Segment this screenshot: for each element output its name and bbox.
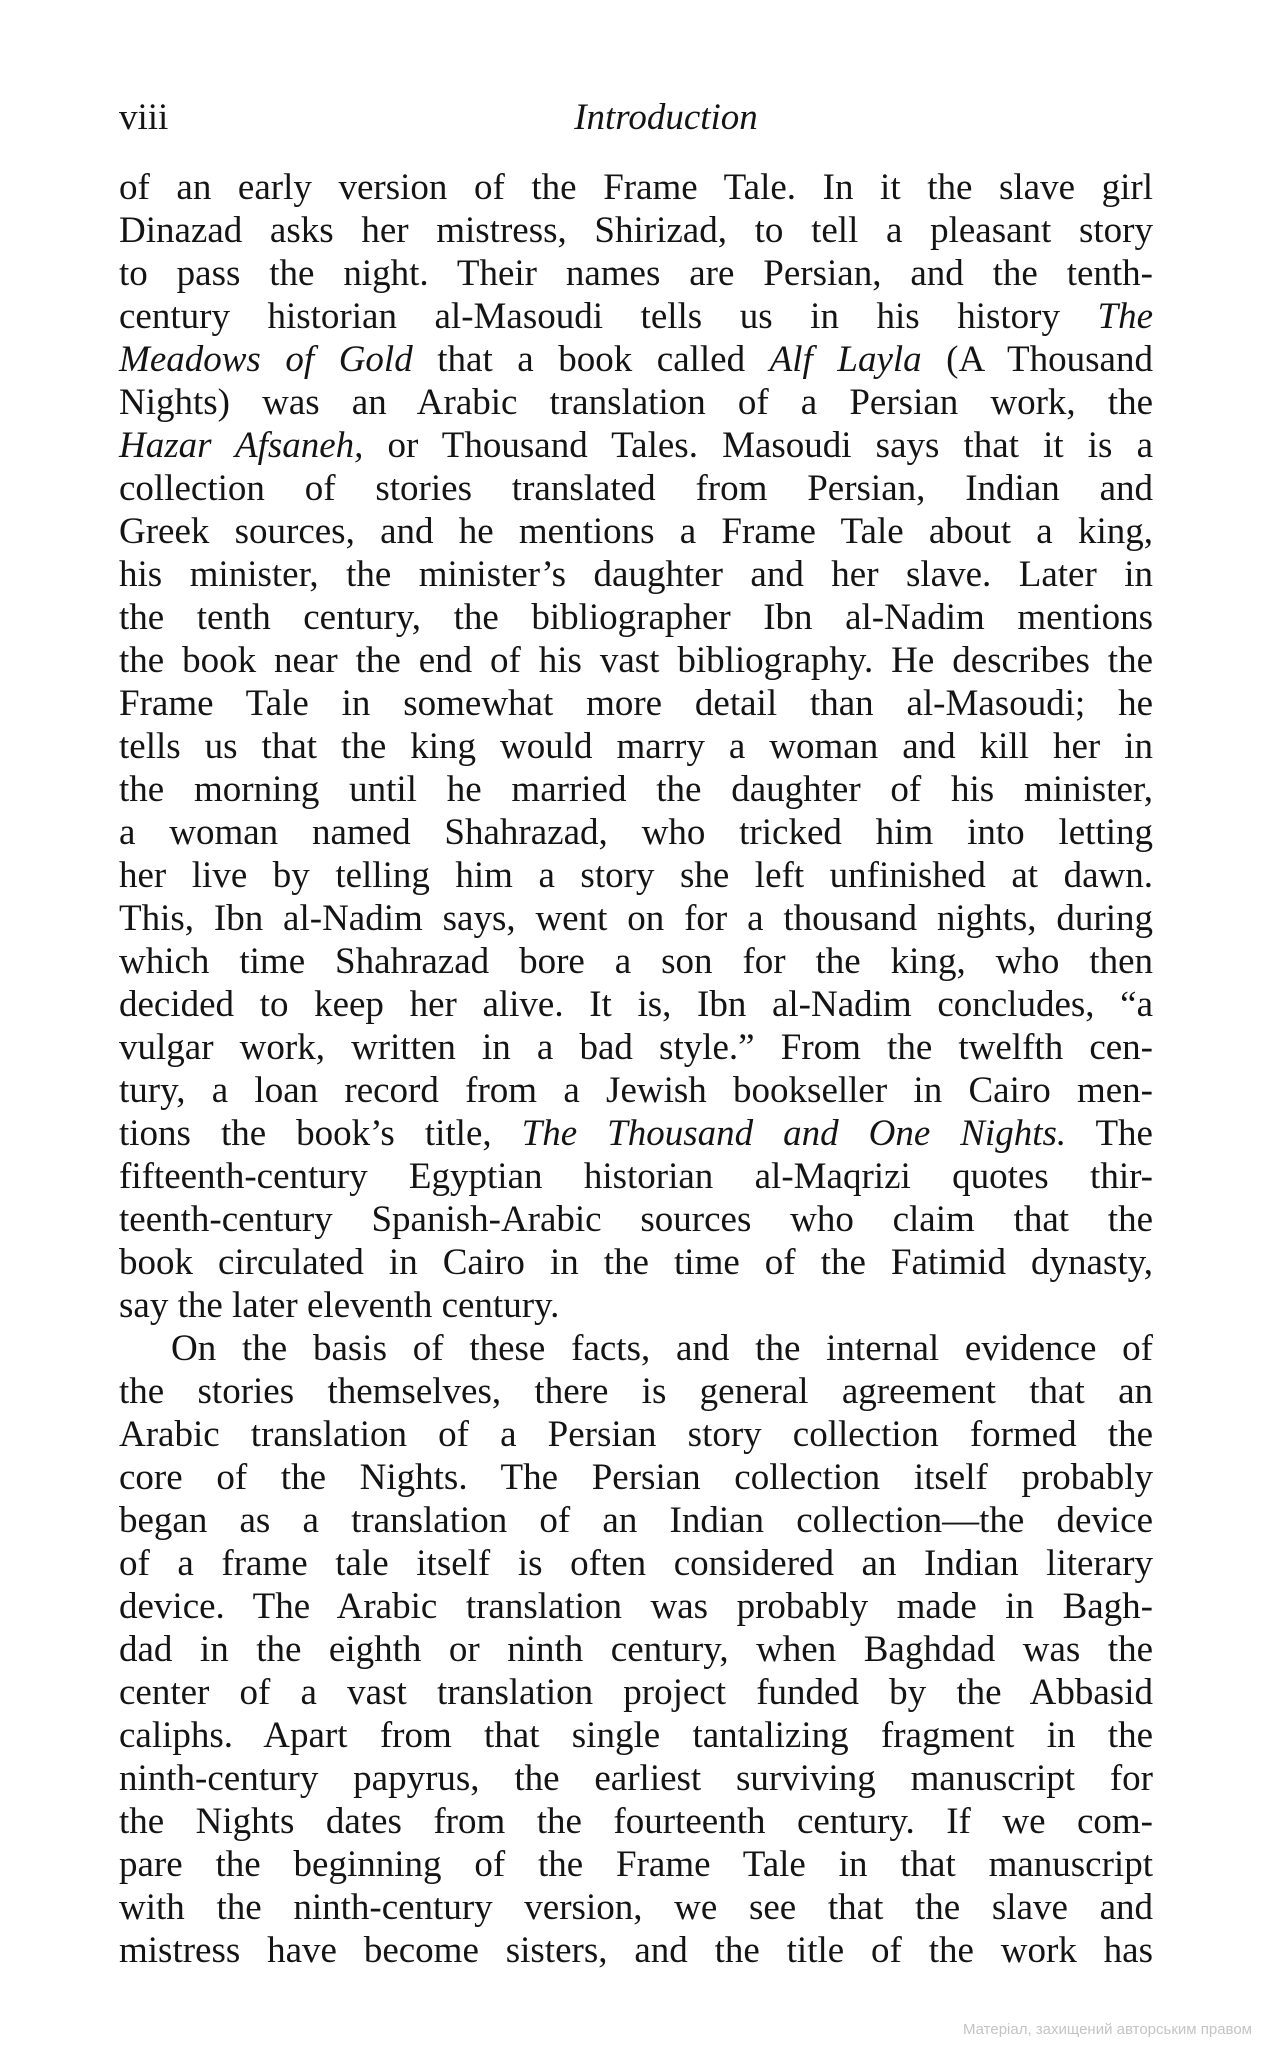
text-run: book circulated in Cairo in the time of the Fatimid dynasty, [119, 1242, 1153, 1283]
text-line [119, 1714, 1153, 1757]
text-run: Dinazad asks her mistress, Shirizad, to tell a pleasant story [119, 210, 1153, 251]
text-line [119, 1155, 1153, 1198]
text-line [119, 1413, 1153, 1456]
book-page [119, 92, 1153, 1972]
text-line [119, 1284, 1153, 1327]
text-run: (A Thousand [921, 339, 1153, 380]
text-run: that a book called [412, 339, 770, 380]
copyright-watermark: Матеріал, захищений авторським правом [962, 2021, 1252, 2038]
text-run: which time Shahrazad bore a son for the king, who then [119, 941, 1153, 982]
text-line [119, 1757, 1153, 1800]
text-run: century historian al-Masoudi tells us in his history [119, 296, 1098, 337]
text-line [119, 1198, 1153, 1241]
text-run: of an early version of the Frame Tale. In it the slave girl [119, 167, 1153, 208]
italic-text: The Thousand and One Nights. [521, 1113, 1067, 1154]
text-run: On the basis of these facts, and the internal evidence of [171, 1328, 1153, 1369]
text-run: to pass the night. Their names are Persian, and the tenth- [119, 253, 1153, 294]
text-run: tells us that the king would marry a woman and kill her in [119, 726, 1153, 767]
text-line [119, 811, 1153, 854]
text-line [119, 1112, 1153, 1155]
text-line [119, 1886, 1153, 1929]
text-line [119, 553, 1153, 596]
text-line [119, 983, 1153, 1026]
text-line [119, 166, 1153, 209]
text-line [119, 1542, 1153, 1585]
text-line [119, 725, 1153, 768]
text-line [119, 682, 1153, 725]
text-line [119, 1499, 1153, 1542]
text-run: pare the beginning of the Frame Tale in that manuscript [119, 1844, 1153, 1885]
text-run: the tenth century, the bibliographer Ibn al-Nadim mentions [119, 597, 1153, 638]
running-head [119, 92, 1153, 144]
text-line [119, 1069, 1153, 1112]
text-line [119, 1370, 1153, 1413]
text-line [119, 897, 1153, 940]
text-run: fifteenth-century Egyptian historian al-Maqrizi quotes thir- [119, 1156, 1153, 1197]
text-line [119, 1628, 1153, 1671]
text-line [119, 1929, 1153, 1972]
text-line [119, 1843, 1153, 1886]
text-run: The [1066, 1113, 1153, 1154]
text-run: mistress have become sisters, and the title of the work has [119, 1930, 1153, 1971]
text-run: Frame Tale in somewhat more detail than al-Masoudi; he [119, 683, 1153, 724]
text-run: a woman named Shahrazad, who tricked him into letting [119, 812, 1153, 853]
italic-text: The [1097, 296, 1153, 337]
text-line [119, 381, 1153, 424]
text-line [119, 639, 1153, 682]
text-run: ninth-century papyrus, the earliest surviving manuscript for [119, 1758, 1153, 1799]
text-run: with the ninth-century version, we see that the slave and [119, 1887, 1153, 1928]
text-run: collection of stories translated from Persian, Indian and [119, 468, 1153, 509]
text-run: began as a translation of an Indian collection—the device [119, 1500, 1153, 1541]
page-number: viii [119, 97, 169, 138]
text-line [119, 1671, 1153, 1714]
text-line [119, 1456, 1153, 1499]
text-line [119, 338, 1153, 381]
text-line [119, 854, 1153, 897]
text-run: of a frame tale itself is often considered an Indian literary [119, 1543, 1153, 1584]
text-line [119, 252, 1153, 295]
text-run: This, Ibn al-Nadim says, went on for a thousand nights, during [119, 898, 1153, 939]
text-run: device. The Arabic translation was probably made in Bagh- [119, 1586, 1153, 1627]
text-run: the Nights dates from the fourteenth century. If we com- [119, 1801, 1153, 1842]
text-line [119, 1800, 1153, 1843]
text-line [119, 510, 1153, 553]
text-run: her live by telling him a story she left unfinished at dawn. [119, 855, 1153, 896]
text-line [119, 940, 1153, 983]
italic-text: Hazar Afsaneh, [119, 425, 364, 466]
text-run: tions the book’s title, [119, 1113, 522, 1154]
text-run: tury, a loan record from a Jewish bookseller in Cairo men- [119, 1070, 1153, 1111]
text-run: center of a vast translation project funded by the Abbasid [119, 1672, 1153, 1713]
text-run: the morning until he married the daughter of his minister, [119, 769, 1153, 810]
text-run: decided to keep her alive. It is, Ibn al-Nadim concludes, “a [119, 984, 1153, 1025]
text-line [119, 1026, 1153, 1069]
text-line [119, 1585, 1153, 1628]
text-line [119, 467, 1153, 510]
text-line [119, 1327, 1153, 1370]
text-run: vulgar work, written in a bad style.” From the twelfth cen- [119, 1027, 1153, 1068]
text-run: his minister, the minister’s daughter and her slave. Later in [119, 554, 1153, 595]
text-line [119, 596, 1153, 639]
text-run: say the later eleventh century. [119, 1285, 560, 1326]
text-run: or Thousand Tales. Masoudi says that it is a [363, 425, 1153, 466]
italic-text: Alf Layla [769, 339, 922, 380]
text-run: the stories themselves, there is general agreement that an [119, 1371, 1153, 1412]
text-run: Greek sources, and he mentions a Frame Tale about a king, [119, 511, 1153, 552]
text-run: dad in the eighth or ninth century, when Baghdad was the [119, 1629, 1153, 1670]
text-line [119, 295, 1153, 338]
text-run: core of the Nights. The Persian collection itself probably [119, 1457, 1153, 1498]
text-line [119, 768, 1153, 811]
body-text [119, 166, 1153, 1972]
text-run: teenth-century Spanish-Arabic sources who claim that the [119, 1199, 1153, 1240]
text-line [119, 1241, 1153, 1284]
text-run: Arabic translation of a Persian story collection formed the [119, 1414, 1153, 1455]
italic-text: Meadows of Gold [119, 339, 413, 380]
text-line [119, 424, 1153, 467]
running-title: Introduction [574, 97, 758, 138]
text-line [119, 209, 1153, 252]
text-run: caliphs. Apart from that single tantalizing fragment in the [119, 1715, 1153, 1756]
text-run: Nights) was an Arabic translation of a Persian work, the [119, 382, 1153, 423]
text-run: the book near the end of his vast bibliography. He describes the [119, 640, 1153, 681]
